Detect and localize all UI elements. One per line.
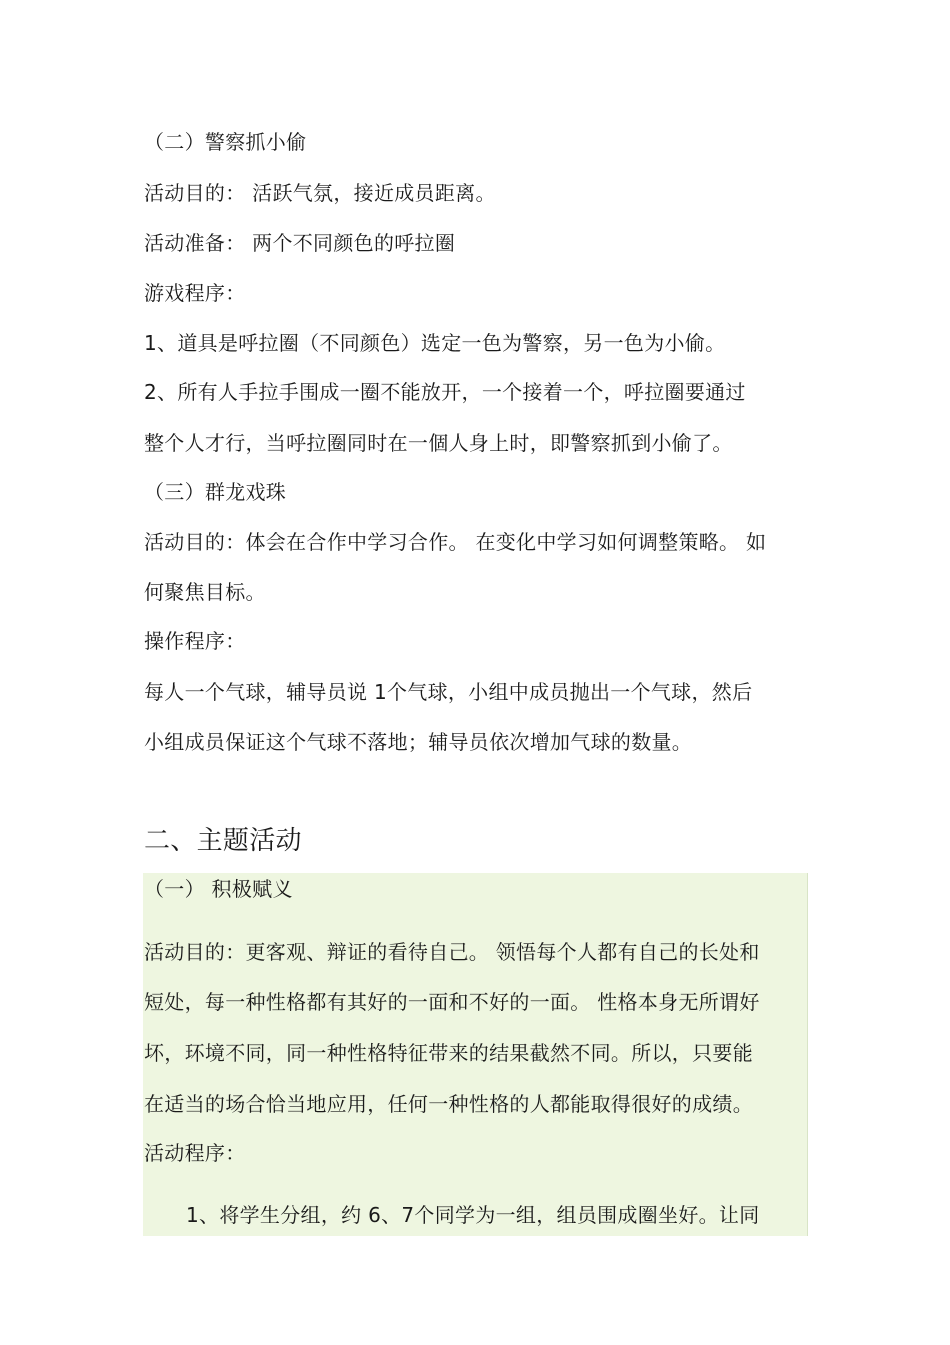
section-police-title: （二）警察抓小偷 — [144, 130, 307, 154]
section-police-preparation: 活动准备： 两个不同颜色的呼拉圈 — [144, 231, 456, 255]
section-dragon-purpose-line-2: 何聚焦目标。 — [144, 580, 266, 604]
section-police-step-1: 1、道具是呼拉圈（不同颜色）选定一色为警察，另一色为小偷。 — [144, 331, 726, 355]
section-police-step-2-continued: 整个人才行，当呼拉圈同时在一個人身上时，即警察抓到小偷了。 — [144, 431, 733, 455]
section-dragon-procedure-line-1: 每人一个气球，辅导员说 1个气球，小组中成员抛出一个气球，然后 — [144, 680, 753, 704]
section-theme-procedure-label: 活动程序： — [144, 1141, 246, 1165]
section-dragon-procedure-line-2: 小组成员保证这个气球不落地；辅导员依次增加气球的数量。 — [144, 730, 693, 754]
section-theme-purpose-line-4: 在适当的场合恰当地应用，任何一种性格的人都能取得很好的成绩。 — [144, 1092, 753, 1116]
section-dragon-purpose-line-1: 活动目的：体会在合作中学习合作。 在变化中学习如何调整策略。 如 — [144, 530, 767, 554]
section-theme-purpose-line-3: 坏，环境不同，同一种性格特征带来的结果截然不同。所以，只要能 — [144, 1041, 753, 1065]
section-theme-purpose-line-1: 活动目的：更客观、辩证的看待自己。 领悟每个人都有自己的长处和 — [144, 940, 760, 964]
section-dragon-title: （三）群龙戏珠 — [144, 480, 287, 504]
section-theme-purpose-line-2: 短处，每一种性格都有其好的一面和不好的一面。 性格本身无所谓好 — [144, 990, 760, 1014]
section-theme-step-1: 1、将学生分组，约 6、7个同学为一组，组员围成圈坐好。让同 — [186, 1203, 760, 1227]
section-police-procedure-label: 游戏程序： — [144, 281, 246, 305]
section-dragon-procedure-label: 操作程序： — [144, 629, 246, 653]
section-police-purpose: 活动目的： 活跃气氛，接近成员距离。 — [144, 181, 496, 205]
section-police-step-2: 2、所有人手拉手围成一圈不能放开，一个接着一个，呼拉圈要通过 — [144, 380, 746, 404]
section-theme-heading: 二、主题活动 — [144, 826, 302, 856]
section-theme-subtitle: （一） 积极赋义 — [144, 877, 293, 901]
